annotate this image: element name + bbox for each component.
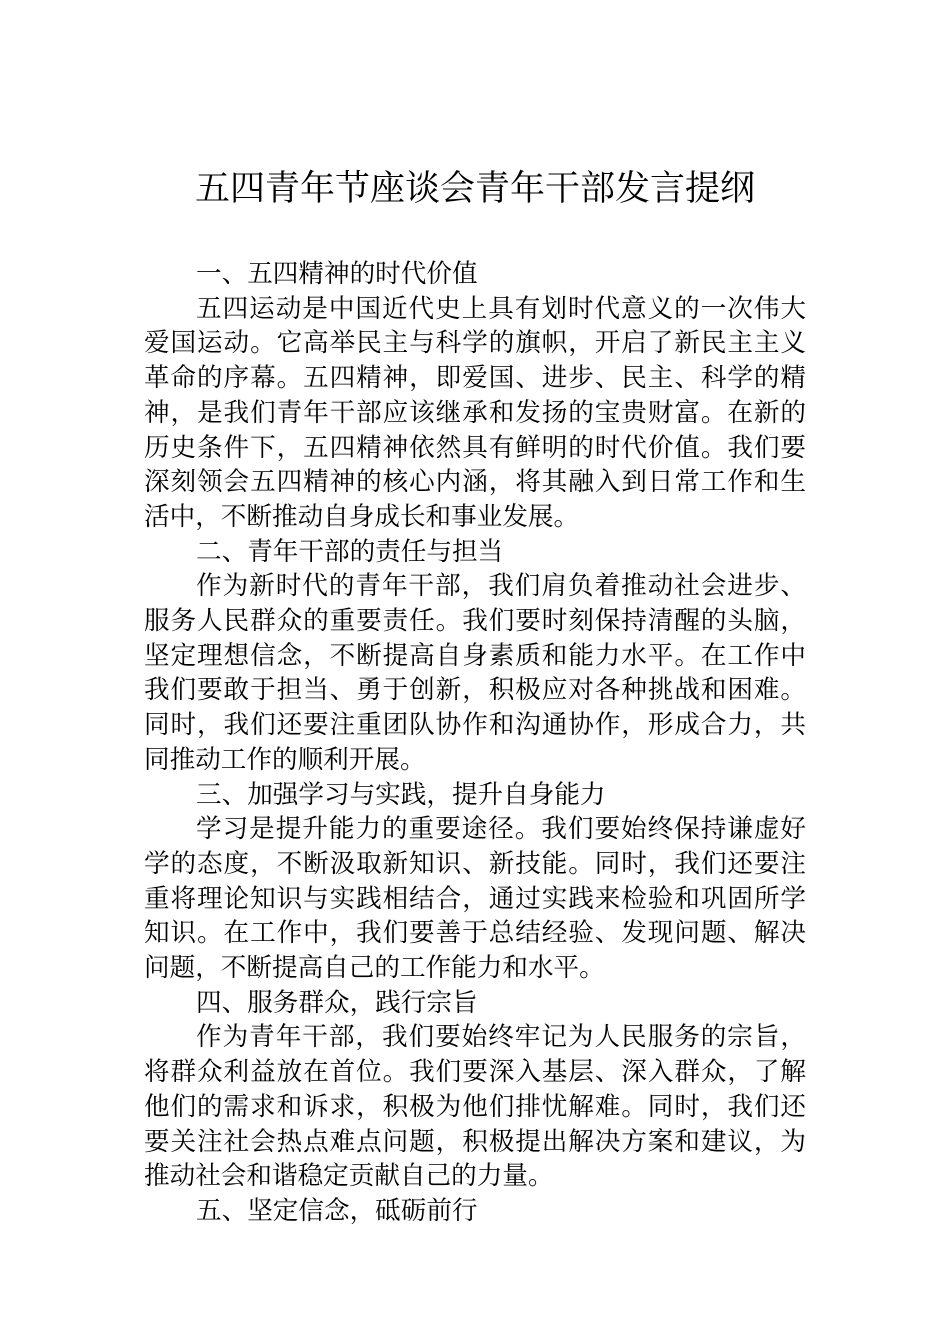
section-paragraph-3: 学习是提升能力的重要途径。我们要始终保持谦虚好学的态度，不断汲取新知识、新技能。同时，我们还要注重将理论知识与实践相结合，通过实践来检验和巩固所学知识。在工作中，我们要善于总结经验、发现问题、解决问题，不断提高自己的工作能力和水平。 <box>144 814 806 984</box>
section-heading-5: 五、坚定信念，砥砺前行 <box>196 1195 478 1226</box>
section-heading-1: 一、五四精神的时代价值 <box>196 259 478 289</box>
section-paragraph-4: 作为青年干部，我们要始终牢记为人民服务的宗旨，将群众利益放在首位。我们要深入基层、深入群众，了解他们的需求和诉求，积极为他们排忧解难。同时，我们还要关注社会热点难点问题，积极提出解决方案和建议，为推动社会和谐稳定贡献自己的力量。 <box>144 1022 806 1192</box>
document-title: 五四青年节座谈会青年干部发言提纲 <box>194 169 755 209</box>
section-heading-4: 四、服务群众，践行宗旨 <box>196 987 478 1018</box>
section-paragraph-2: 作为新时代的青年干部，我们肩负着推动社会进步、服务人民群众的重要责任。我们要时刻保持清醒的头脑，坚定理想信念，不断提高自身素质和能力水平。在工作中我们要敢于担当、勇于创新，积极应对各种挑战和困难。同时，我们还要注重团队协作和沟通协作，形成合力，共同推动工作的顺利开展。 <box>144 571 806 775</box>
section-heading-2: 二、青年干部的责任与担当 <box>196 536 504 567</box>
section-paragraph-1: 五四运动是中国近代史上具有划时代意义的一次伟大爱国运动。它高举民主与科学的旗帜，开启了新民主主义革命的序幕。五四精神，即爱国、进步、民主、科学的精神，是我们青年干部应该继承和发扬的宝贵财富。在新的历史条件下，五四精神依然具有鲜明的时代价值。我们要深刻领会五四精神的核心内涵，将其融入到日常工作和生活中，不断推动自身成长和事业发展。 <box>144 293 806 532</box>
section-heading-3: 三、加强学习与实践，提升自身能力 <box>196 779 606 810</box>
document-body <box>144 257 806 1229</box>
